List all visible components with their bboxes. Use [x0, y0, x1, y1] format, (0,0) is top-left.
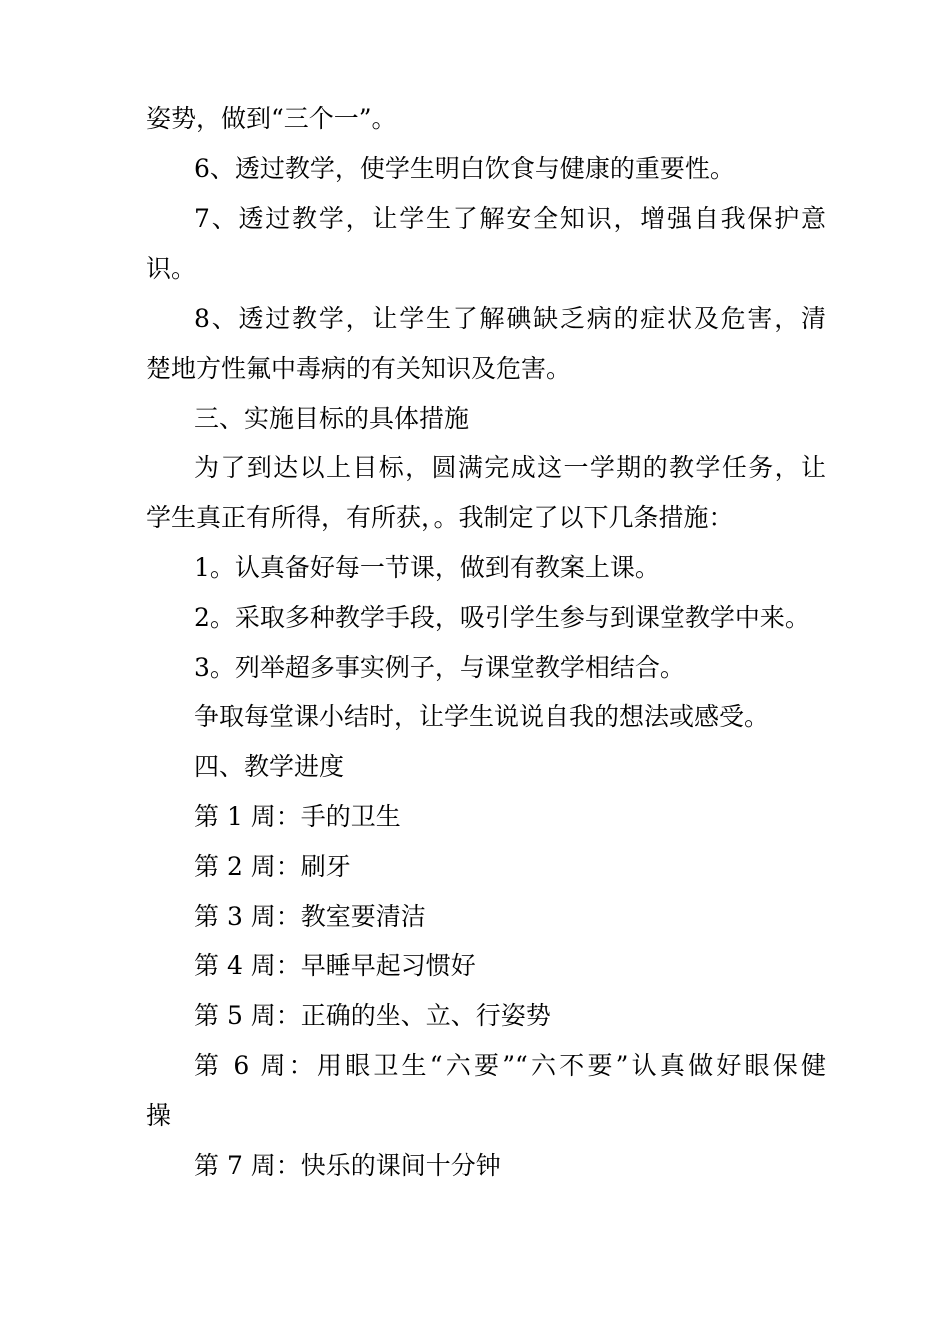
list-item: 1。认真备好每一节课，做到有教案上课。: [194, 553, 660, 582]
list-item: 2。采取多种教学手段，吸引学生参与到课堂教学中来。: [194, 603, 810, 632]
schedule-item: 第 3 周：教室要清洁: [194, 902, 426, 931]
paragraph-line: 6、透过教学，使学生明白饮食与健康的重要性。: [194, 154, 735, 183]
paragraph-line: 8、透过教学，让学生了解碘缺乏病的症状及危害，清: [194, 304, 826, 333]
paragraph-line: 楚地方性氟中毒病的有关知识及危害。: [146, 354, 572, 383]
paragraph-line: 7、透过教学，让学生了解安全知识，增强自我保护意: [194, 204, 826, 233]
section-heading: 三、实施目标的具体措施: [194, 404, 470, 433]
schedule-item: 第 1 周：手的卫生: [194, 802, 401, 831]
schedule-item: 第 4 周：早睡早起习惯好: [194, 951, 476, 980]
schedule-item: 第 2 周：刷牙: [194, 852, 351, 881]
paragraph-line: 操: [146, 1101, 172, 1130]
paragraph-line: 姿势，做到“三个一”。: [146, 104, 397, 133]
paragraph-line: 争取每堂课小结时，让学生说说自我的想法或感受。: [194, 702, 770, 731]
paragraph-line: 识。: [146, 254, 197, 283]
schedule-item: 第 7 周：快乐的课间十分钟: [194, 1151, 501, 1180]
schedule-item: 第 6 周：用眼卫生“六要”“六不要”认真做好眼保健: [194, 1051, 826, 1080]
section-heading: 四、教学进度: [194, 752, 345, 781]
schedule-item: 第 5 周：正确的坐、立、行姿势: [194, 1001, 551, 1030]
paragraph-line: 为了到达以上目标，圆满完成这一学期的教学任务，让: [194, 453, 826, 482]
paragraph-line: 学生真正有所得，有所获，。我制定了以下几条措施：: [146, 503, 734, 532]
list-item: 3。列举超多事实例子，与课堂教学相结合。: [194, 653, 685, 682]
